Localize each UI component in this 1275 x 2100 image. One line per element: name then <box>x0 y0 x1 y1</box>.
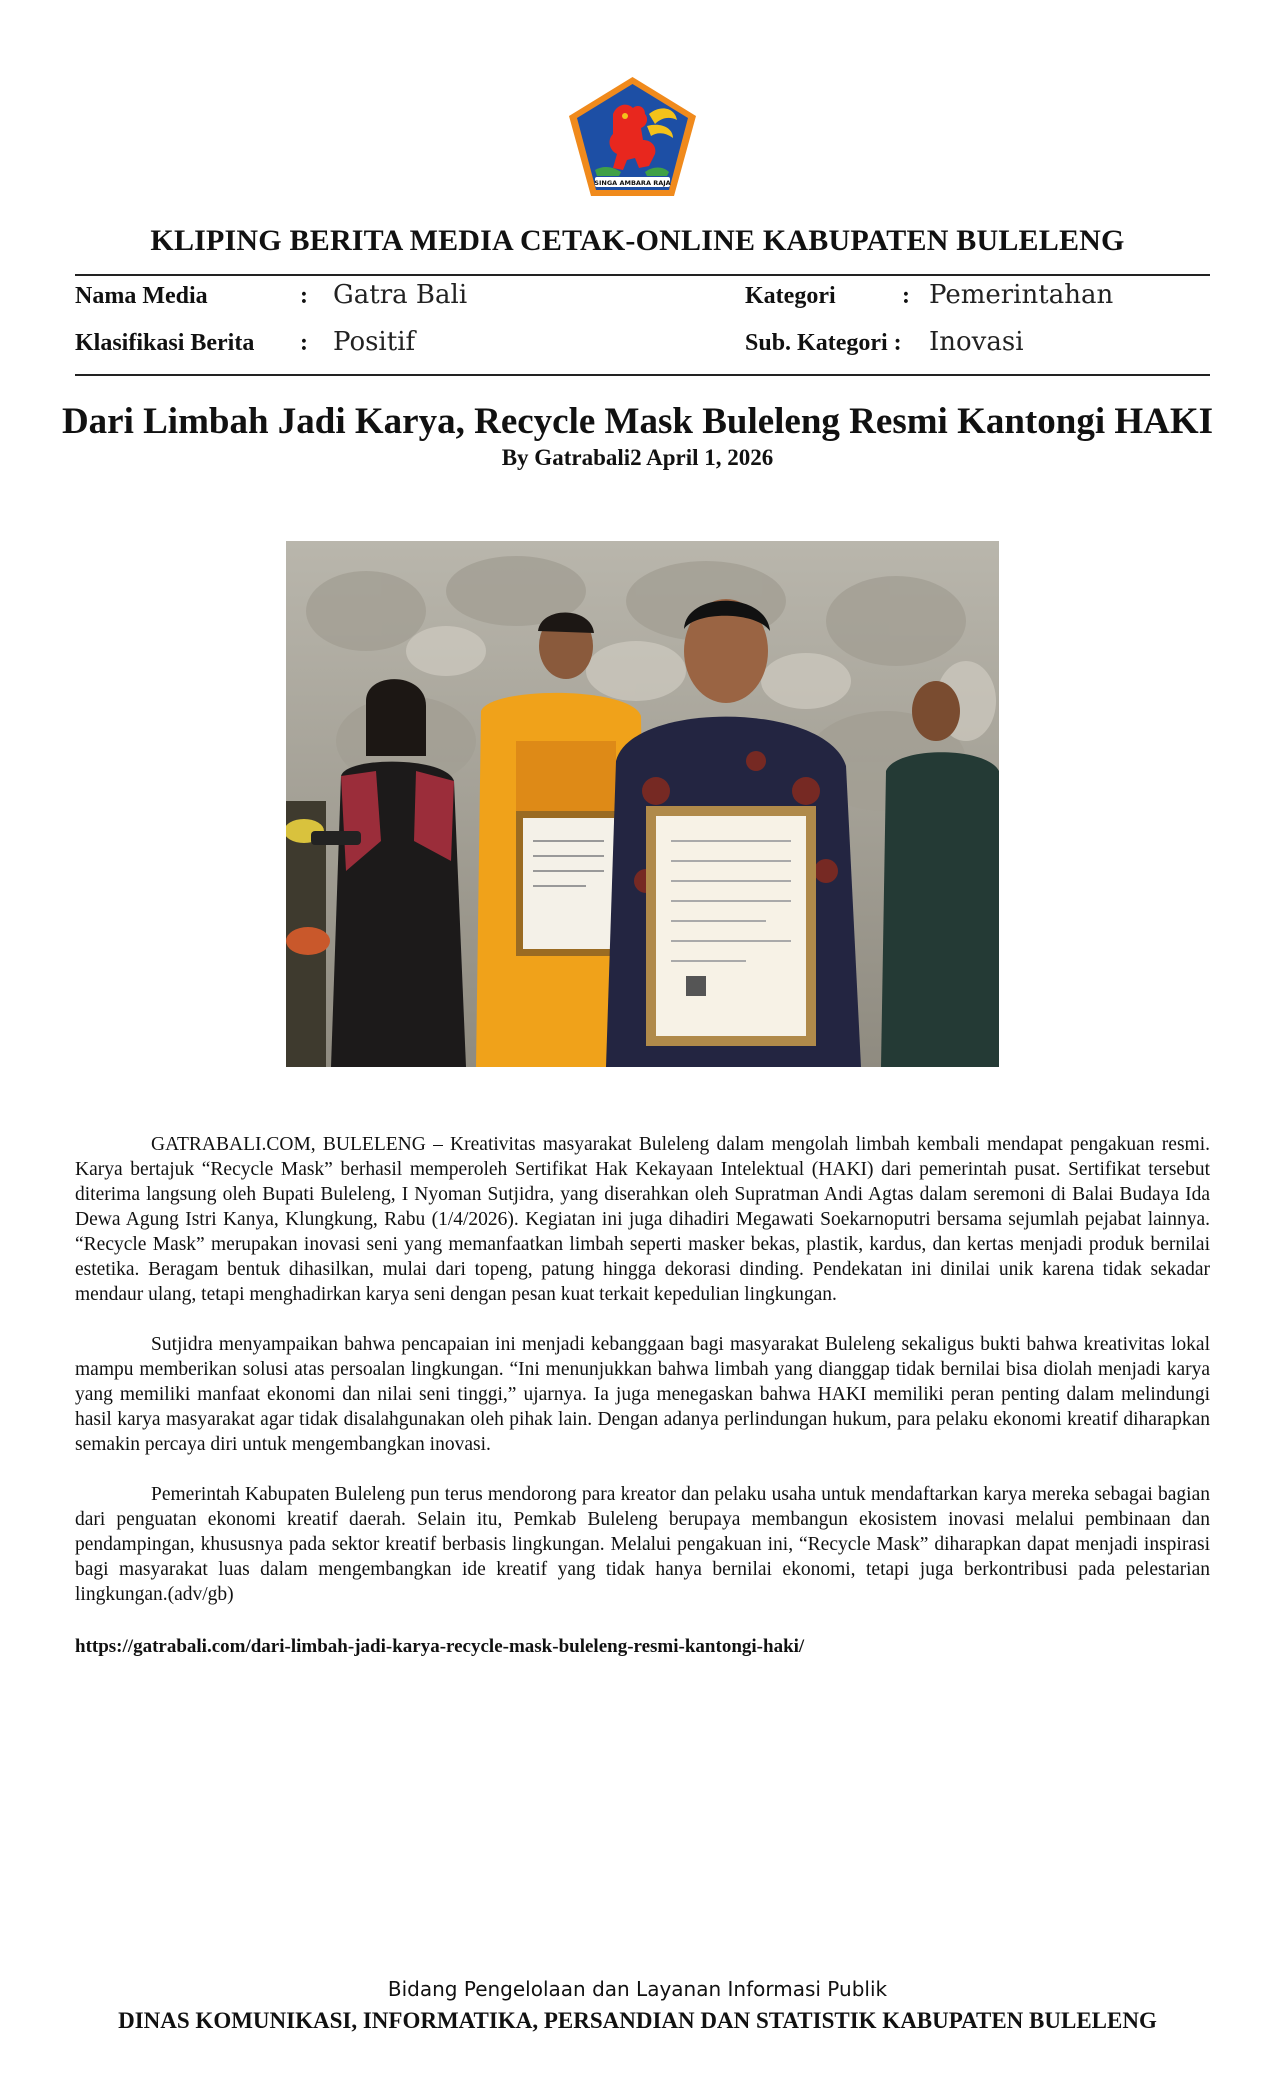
media-label: Nama Media <box>75 283 208 309</box>
kategori-label: Kategori <box>745 283 836 309</box>
article-paragraph-2: Sutjidra menyampaikan bahwa pencapaian ini menjadi kebanggaan bagi masyarakat Buleleng sekaligus bukti bahwa kreativitas lokal mampu memberikan solusi atas persoalan lingkungan. “Ini menunjukkan bahwa limbah yang dianggap tidak bernilai bisa diolah menjadi karya yang memiliki manfaat ekonomi dan nilai seni tinggi,” ujarnya. Ia juga menegaskan bahwa HAKI memiliki peran penting dalam melindungi hasil karya masyarakat agar tidak disalahgunakan oleh pihak lain. Dengan adanya perlindungan hukum, para pelaku ekonomi kreatif diharapkan semakin percaya diri untuk mengembangkan inovasi. <box>75 1334 1210 1455</box>
kategori-colon: : <box>902 283 910 309</box>
source-url-link[interactable]: https://gatrabali.com/dari-limbah-jadi-karya-recycle-mask-buleleng-resmi-kantongi-haki/ <box>75 1636 805 1657</box>
media-value: Gatra Bali <box>333 280 468 310</box>
subkategori-label: Sub. Kategori : <box>745 330 902 356</box>
article-paragraph-3: Pemerintah Kabupaten Buleleng pun terus mendorong para kreator dan pelaku usaha untuk mendaftarkan karya mereka sebagai bagian dari penguatan ekonomi kreatif daerah. Selain itu, Pemkab Buleleng berupaya membangun ekosistem inovasi melalui pembinaan dan pendampingan, khususnya pada sektor kreatif berbasis lingkungan. Melalui pengakuan ini, “Recycle Mask” diharapkan dapat menjadi inspirasi bagi masyarakat luas dalam mengembangkan ide kreatif yang tidak hanya bernilai ekonomi, tetapi juga berkontribusi pada pelestarian lingkungan.(adv/gb) <box>75 1484 1210 1605</box>
clipping-header-title: KLIPING BERITA MEDIA CETAK-ONLINE KABUPATEN BULELENG <box>150 224 1125 257</box>
article-body <box>75 1132 1210 1632</box>
media-colon: : <box>300 283 308 309</box>
kategori-value: Pemerintahan <box>929 280 1114 310</box>
footer-agency: DINAS KOMUNIKASI, INFORMATIKA, PERSANDIAN DAN STATISTIK KABUPATEN BULELENG <box>118 2008 1157 2033</box>
article-photo <box>286 541 999 1067</box>
article-paragraph-1: GATRABALI.COM, BULELENG – Kreativitas masyarakat Buleleng dalam mengolah limbah kembali mendapat pengakuan resmi. Karya bertajuk “Recycle Mask” berhasil memperoleh Sertifikat Hak Kekayaan Intelektual (HAKI) dari pemerintah pusat. Sertifikat tersebut diterima langsung oleh Bupati Buleleng, I Nyoman Sutjidra, yang diserahkan oleh Supratman Andi Agtas dalam seremoni di Balai Budaya Ida Dewa Agung Istri Kanya, Klungkung, Rabu (1/4/2026). Kegiatan ini juga dihadiri Megawati Soekarnoputri bersama sejumlah pejabat lainnya. “Recycle Mask” merupakan inovasi seni yang memanfaatkan limbah seperti masker bekas, plastik, kardus, dan kertas menjadi produk bernilai estetika. Beragam bentuk dihasilkan, mulai dari topeng, patung hingga dekorasi dinding. Pendekatan ini dinilai unik karena tidak sekadar mendaur ulang, tetapi menghadirkan karya seni dengan pesan kuat terkait kepedulian lingkungan. <box>75 1134 1210 1305</box>
buleleng-emblem-logo <box>565 74 700 200</box>
article-byline: By Gatrabali2 April 1, 2026 <box>501 445 774 470</box>
divider-bottom <box>75 374 1210 376</box>
klasifikasi-value: Positif <box>333 327 416 357</box>
footer-department: Bidang Pengelolaan dan Layanan Informasi Publik <box>387 1977 888 2001</box>
divider-top <box>75 274 1210 276</box>
klasifikasi-colon: : <box>300 330 308 356</box>
article-title: Dari Limbah Jadi Karya, Recycle Mask Buleleng Resmi Kantongi HAKI <box>61 401 1214 442</box>
emblem-motto: SINGA AMBARA RAJA <box>594 179 671 187</box>
klasifikasi-label: Klasifikasi Berita <box>75 330 255 356</box>
subkategori-value: Inovasi <box>929 327 1024 357</box>
